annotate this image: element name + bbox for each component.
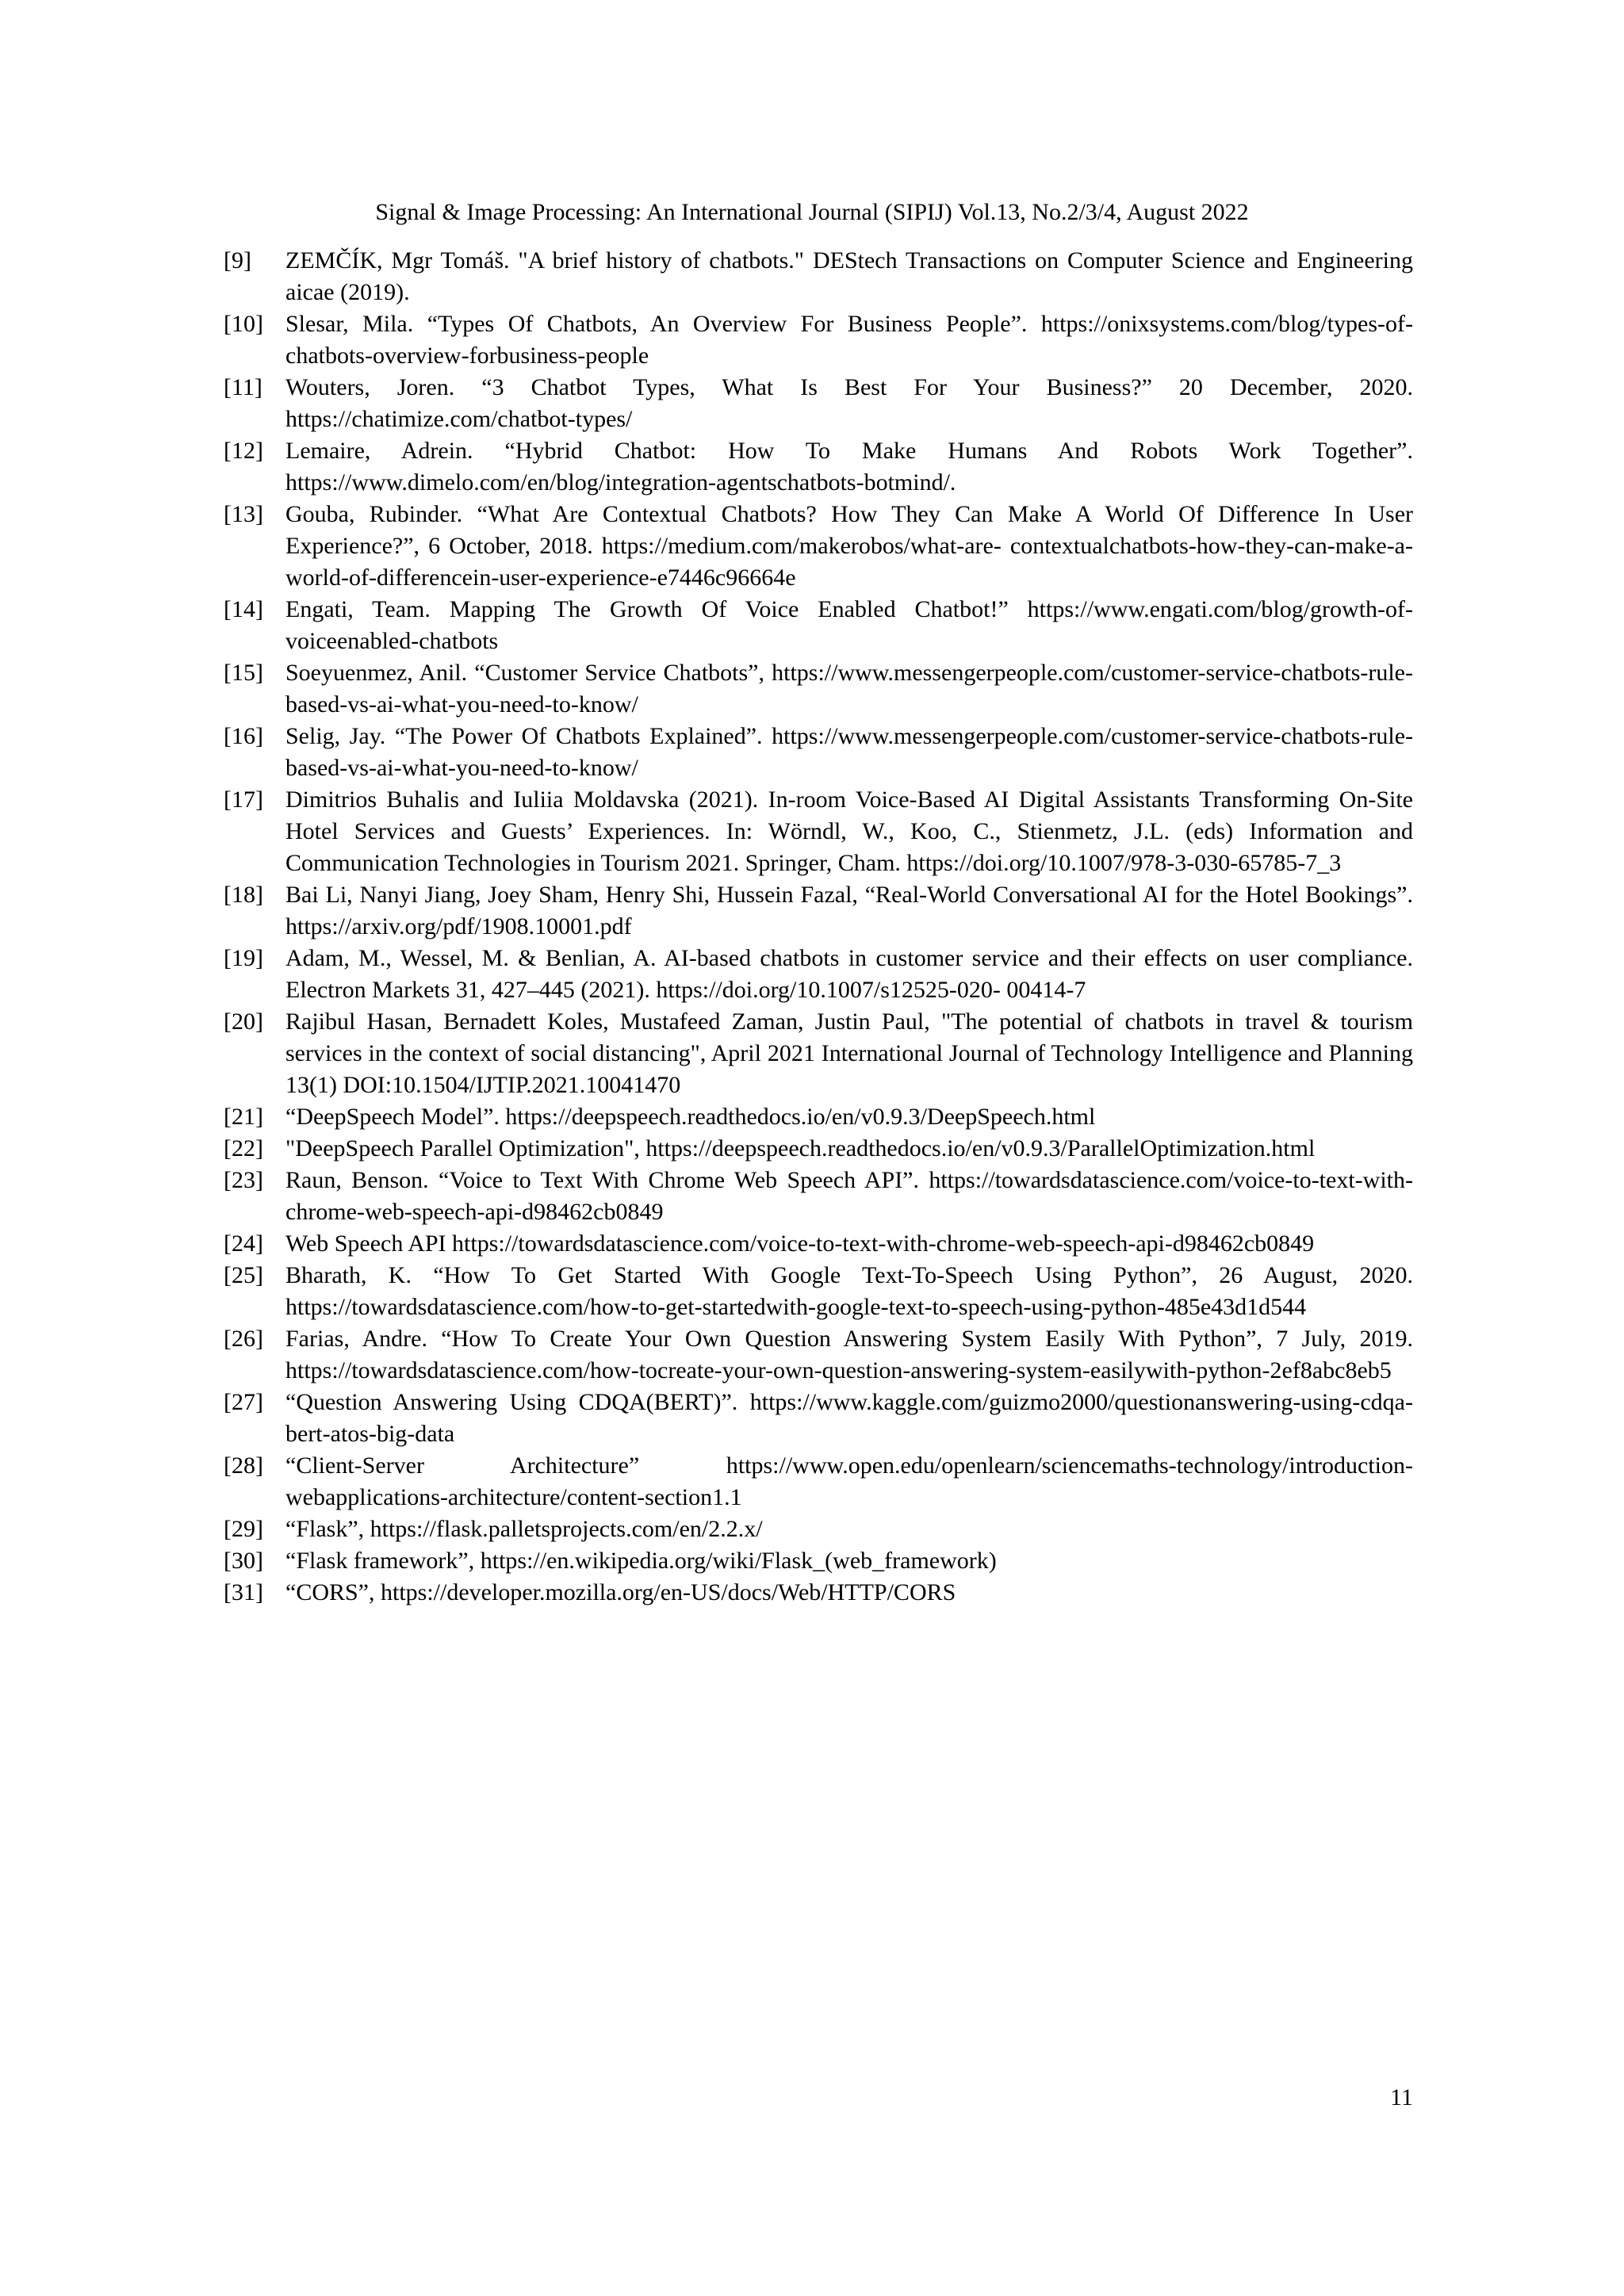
reference-text: “Flask framework”, https://en.wikipedia.org/wiki/Flask_(web_framework) [285,1548,997,1574]
reference-item [224,1450,1413,1513]
reference-item [224,657,1413,721]
reference-item [224,1133,1413,1165]
reference-text: Rajibul Hasan, Bernadett Koles, Mustafeed Zaman, Justin Paul, "The potential of chatbots in travel & tourism services in the context of social distancing", April 2021 International Journal of Technology Intelligence and Planning 13(1) DOI:10.1504/IJTIP.2021.10041470 [285,1008,1413,1098]
running-header: Signal & Image Processing: An International Journal (SIPIJ) Vol.13, No.2/3/4, August 2022 [375,199,1249,225]
reference-text: ZEMČÍK, Mgr Tomáš. "A brief history of chatbots." DEStech Transactions on Computer Science and Engineering aicae (2019). [285,247,1413,305]
reference-text: Selig, Jay. “The Power Of Chatbots Explained”. https://www.messengerpeople.com/customer-service-chatbots-rule-based-vs-ai-what-you-need-to-know/ [285,723,1413,781]
reference-text: “Question Answering Using CDQA(BERT)”. https://www.kaggle.com/guizmo2000/questionanswering-using-cdqa-bert-atos-big-data [285,1389,1413,1447]
reference-item [224,1260,1413,1323]
reference-text: Gouba, Rubinder. “What Are Contextual Chatbots? How They Can Make A World Of Difference In User Experience?”, 6 October, 2018. https://medium.com/makerobos/what-are- contextualchatbots-how-they-can-make-a-world-of-differencein-user-experience-e7446c96664e [285,501,1413,591]
reference-number: [19] [224,945,263,971]
reference-number: [31] [224,1579,263,1605]
reference-number: [15] [224,660,263,686]
reference-text: “Client-Server Architecture” https://www.open.edu/openlearn/sciencemaths-technology/introduction-webapplications-architecture/content-section1.1 [285,1452,1413,1510]
reference-number: [30] [224,1548,263,1574]
reference-text: Raun, Benson. “Voice to Text With Chrome Web Speech API”. https://towardsdatascience.com/voice-to-text-with-chrome-web-speech-api-d98462cb0849 [285,1167,1413,1225]
reference-text: “CORS”, https://developer.mozilla.org/en-US/docs/Web/HTTP/CORS [285,1579,956,1605]
reference-text: Bharath, K. “How To Get Started With Google Text-To-Speech Using Python”, 26 August, 2020. https://towardsdatascience.com/how-to-get-startedwith-google-text-to-speech-using-python-485e43d1d544 [285,1262,1413,1320]
reference-number: [17] [224,786,263,813]
reference-item [224,1228,1413,1260]
reference-number: [24] [224,1230,263,1257]
reference-item [224,784,1413,879]
reference-number: [27] [224,1389,263,1415]
reference-item [224,435,1413,499]
reference-number: [14] [224,596,263,622]
reference-item [224,1165,1413,1228]
reference-number: [16] [224,723,263,749]
reference-number: [21] [224,1104,263,1130]
reference-item [224,372,1413,435]
reference-item [224,721,1413,784]
reference-item [224,943,1413,1006]
reference-number: [11] [224,374,262,400]
reference-text: Bai Li, Nanyi Jiang, Joey Sham, Henry Shi, Hussein Fazal, “Real-World Conversational AI for the Hotel Bookings”. https://arxiv.org/pdf/1908.10001.pdf [285,882,1413,939]
reference-text: Adam, M., Wessel, M. & Benlian, A. AI-based chatbots in customer service and their effects on user compliance. Electron Markets 31, 427–445 (2021). https://doi.org/10.1007/s12525-020- 00414-7 [285,945,1413,1003]
reference-number: [25] [224,1262,263,1288]
reference-text: “Flask”, https://flask.palletsprojects.com/en/2.2.x/ [285,1516,763,1542]
reference-text: Web Speech API https://towardsdatascience.com/voice-to-text-with-chrome-web-speech-api-d98462cb0849 [285,1230,1315,1257]
reference-text: Soeyuenmez, Anil. “Customer Service Chatbots”, https://www.messengerpeople.com/customer-service-chatbots-rule-based-vs-ai-what-you-need-to-know/ [285,660,1413,718]
reference-number: [9] [224,247,251,274]
reference-number: [20] [224,1008,263,1035]
reference-item [224,245,1413,308]
reference-item [224,1006,1413,1101]
reference-item [224,308,1413,372]
reference-text: "DeepSpeech Parallel Optimization", https://deepspeech.readthedocs.io/en/v0.9.3/ParallelOptimization.html [285,1135,1316,1161]
reference-number: [13] [224,501,263,527]
reference-number: [29] [224,1516,263,1542]
reference-number: [12] [224,438,263,464]
reference-text: Lemaire, Adrein. “Hybrid Chatbot: How To Make Humans And Robots Work Together”. https://www.dimelo.com/en/blog/integration-agentschatbots-botmind/. [285,438,1413,496]
reference-number: [28] [224,1452,263,1479]
reference-number: [18] [224,882,263,908]
reference-list [224,245,1413,1609]
reference-item [224,594,1413,657]
reference-item [224,499,1413,594]
reference-item [224,1577,1413,1609]
page-number: 11 [1390,2084,1413,2110]
reference-text: Farias, Andre. “How To Create Your Own Question Answering System Easily With Python”, 7 July, 2019. https://towardsdatascience.com/how-tocreate-your-own-question-answering-system-easilywith-python-2ef8abc8eb5 [285,1326,1413,1383]
reference-item [224,1545,1413,1577]
reference-item [224,1513,1413,1545]
reference-number: [10] [224,311,263,337]
reference-number: [23] [224,1167,263,1193]
reference-text: Dimitrios Buhalis and Iuliia Moldavska (2021). In-room Voice-Based AI Digital Assistants Transforming On-Site Hotel Services and Guests’ Experiences. In: Wörndl, W., Koo, C., Stienmetz, J.L. (eds) Information and Communication Technologies in Tourism 2021. Springer, Cham. https://doi.org/10.1007/978-3-030-65785-7_3 [285,786,1413,876]
reference-text: “DeepSpeech Model”. https://deepspeech.readthedocs.io/en/v0.9.3/DeepSpeech.html [285,1104,1096,1130]
reference-text: Engati, Team. Mapping The Growth Of Voice Enabled Chatbot!” https://www.engati.com/blog/growth-of-voiceenabled-chatbots [285,596,1413,654]
reference-item [224,879,1413,943]
reference-item [224,1323,1413,1387]
reference-text: Wouters, Joren. “3 Chatbot Types, What Is Best For Your Business?” 20 December, 2020. https://chatimize.com/chatbot-types/ [285,374,1413,432]
reference-text: Slesar, Mila. “Types Of Chatbots, An Overview For Business People”. https://onixsystems.com/blog/types-of-chatbots-overview-forbusiness-people [285,311,1413,369]
reference-item [224,1387,1413,1450]
reference-item [224,1101,1413,1133]
reference-number: [22] [224,1135,263,1161]
reference-number: [26] [224,1326,263,1352]
